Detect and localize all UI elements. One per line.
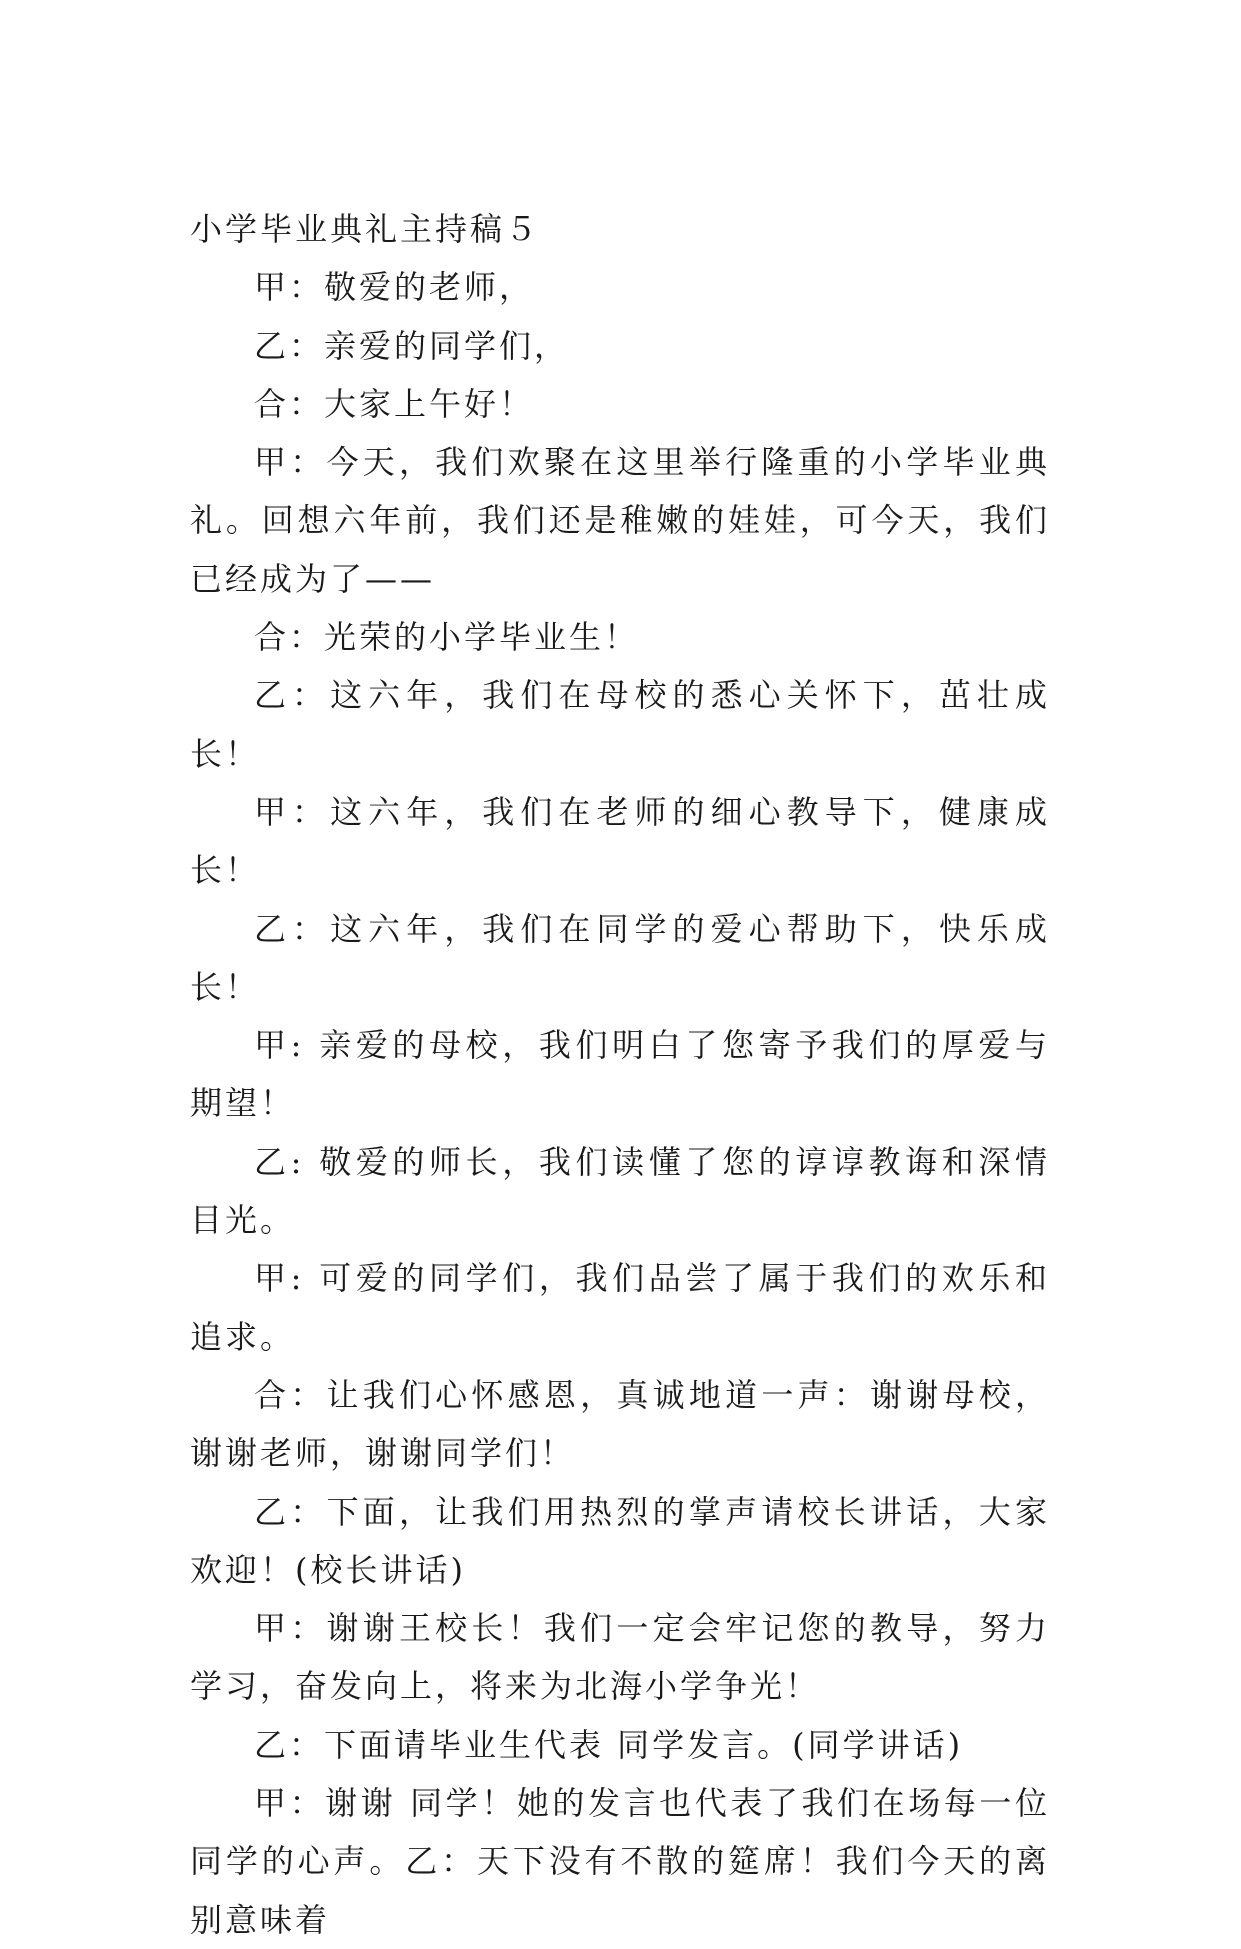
paragraph: 甲：敬爱的老师， [254,268,535,307]
document-title: 小学毕业典礼主持稿５ [190,210,541,248]
paragraph: 乙：这六年，我们在母校的悉心关怀下，茁壮成长！ [190,676,1050,773]
paragraph: 甲: 亲爱的母校，我们明白了您寄予我们的厚爱与期望！ [190,1026,1050,1123]
paragraph: 合：让我们心怀感恩，真诚地道一声：谢谢母校，谢谢老师，谢谢同学们！ [190,1375,1050,1473]
paragraph: 乙: 敬爱的师长，我们读懂了您的谆谆教诲和深情目光。 [190,1142,1050,1240]
paragraph: 乙：下面请毕业生代表 同学发言。(同学讲话) [254,1725,964,1764]
paragraph: 合：光荣的小学毕业生！ [254,618,640,657]
paragraph: 甲：今天，我们欢聚在这里举行隆重的小学毕业典礼。回想六年前，我们还是稚嫩的娃娃，可今天，我们已经成为了—— [190,443,1050,598]
paragraph: 甲：谢谢 同学！她的发言也代表了我们在场每一位同学的心声。乙：天下没有不散的筵席！我们今天的离别意味着 [190,1784,1050,1939]
paragraph: 乙：亲爱的同学们， [254,326,570,365]
paragraph: 甲：这六年，我们在老师的细心教导下，健康成长！ [190,792,1050,890]
paragraph: 甲：谢谢王校长！我们一定会牢记您的教导，努力学习，奋发向上，将来为北海小学争光！ [190,1609,1050,1706]
paragraph: 乙：下面，让我们用热烈的掌声请校长讲话，大家欢迎！(校长讲话) [190,1492,1050,1589]
paragraph: 乙：这六年，我们在同学的爱心帮助下，快乐成长！ [190,909,1050,1006]
paragraph: 甲: 可爱的同学们，我们品尝了属于我们的欢乐和追求。 [190,1259,1050,1356]
paragraph: 合：大家上午好！ [254,384,535,423]
document-body [190,200,1050,1949]
